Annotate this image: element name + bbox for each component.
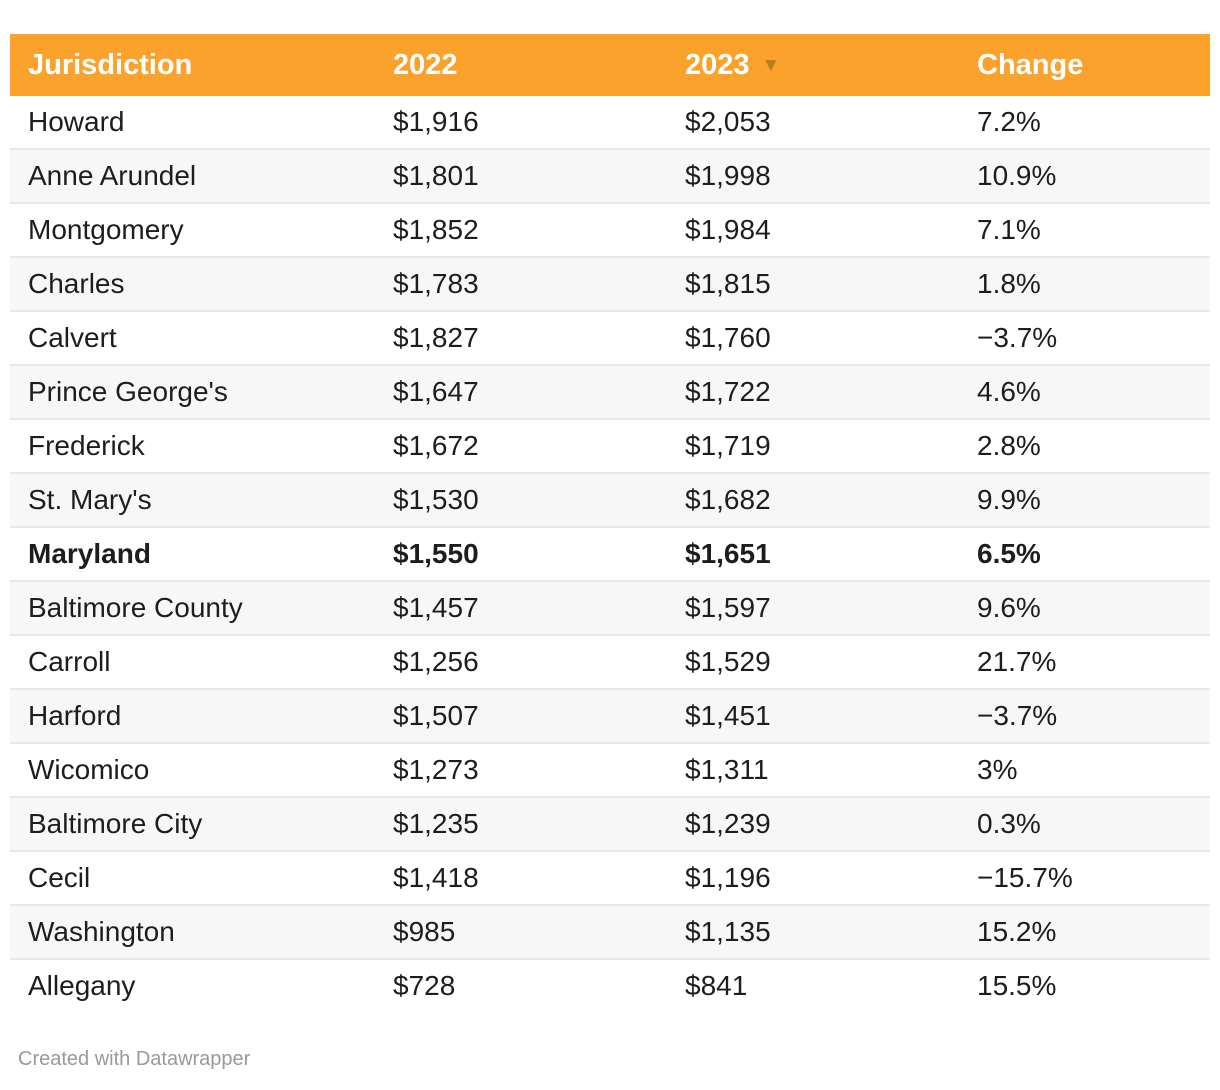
cell-jurisdiction: Howard bbox=[10, 96, 375, 149]
table-row bbox=[10, 473, 1210, 527]
cell-change: −3.7% bbox=[959, 689, 1210, 743]
column-label: 2023 bbox=[685, 48, 750, 81]
cell-change: 2.8% bbox=[959, 419, 1210, 473]
column-label: Change bbox=[977, 48, 1084, 81]
cell-2023: $1,984 bbox=[667, 203, 959, 257]
cell-change: 15.2% bbox=[959, 905, 1210, 959]
table-row bbox=[10, 311, 1210, 365]
cell-2022: $1,235 bbox=[375, 797, 667, 851]
attribution-text: Created with Datawrapper bbox=[18, 1048, 251, 1070]
cell-2022: $1,916 bbox=[375, 96, 667, 149]
cell-2023: $1,135 bbox=[667, 905, 959, 959]
cell-2023: $1,451 bbox=[667, 689, 959, 743]
data-table bbox=[10, 34, 1210, 1012]
table-row bbox=[10, 203, 1210, 257]
cell-jurisdiction: Carroll bbox=[10, 635, 375, 689]
cell-change: 9.6% bbox=[959, 581, 1210, 635]
cell-2023: $1,311 bbox=[667, 743, 959, 797]
cell-2023: $1,719 bbox=[667, 419, 959, 473]
cell-2022: $1,783 bbox=[375, 257, 667, 311]
table-row bbox=[10, 851, 1210, 905]
table-row bbox=[10, 257, 1210, 311]
table-header bbox=[10, 34, 1210, 96]
cell-2022: $1,418 bbox=[375, 851, 667, 905]
table-row bbox=[10, 689, 1210, 743]
column-header-2023[interactable] bbox=[667, 34, 959, 96]
table-row bbox=[10, 743, 1210, 797]
cell-2022: $1,457 bbox=[375, 581, 667, 635]
table-row bbox=[10, 365, 1210, 419]
cell-jurisdiction: Baltimore City bbox=[10, 797, 375, 851]
cell-2022: $1,672 bbox=[375, 419, 667, 473]
column-header-change[interactable] bbox=[959, 34, 1210, 96]
column-label: 2022 bbox=[393, 48, 458, 81]
cell-2023: $1,239 bbox=[667, 797, 959, 851]
cell-jurisdiction: Prince George's bbox=[10, 365, 375, 419]
cell-jurisdiction: Baltimore County bbox=[10, 581, 375, 635]
cell-change: −15.7% bbox=[959, 851, 1210, 905]
cell-jurisdiction: Harford bbox=[10, 689, 375, 743]
cell-jurisdiction: Calvert bbox=[10, 311, 375, 365]
column-header-2022[interactable] bbox=[375, 34, 667, 96]
cell-change: 9.9% bbox=[959, 473, 1210, 527]
cell-jurisdiction: Charles bbox=[10, 257, 375, 311]
table-row bbox=[10, 797, 1210, 851]
cell-jurisdiction: Montgomery bbox=[10, 203, 375, 257]
cell-change: 7.2% bbox=[959, 96, 1210, 149]
cell-2023: $1,529 bbox=[667, 635, 959, 689]
cell-2023: $1,815 bbox=[667, 257, 959, 311]
cell-change: 0.3% bbox=[959, 797, 1210, 851]
cell-change: 1.8% bbox=[959, 257, 1210, 311]
sort-descending-icon: ▼ bbox=[761, 54, 781, 76]
table-row bbox=[10, 635, 1210, 689]
cell-change: 21.7% bbox=[959, 635, 1210, 689]
cell-2022: $1,507 bbox=[375, 689, 667, 743]
cell-jurisdiction: Frederick bbox=[10, 419, 375, 473]
cell-2023: $1,597 bbox=[667, 581, 959, 635]
cell-2022: $1,647 bbox=[375, 365, 667, 419]
cell-2022: $1,256 bbox=[375, 635, 667, 689]
cell-jurisdiction: Washington bbox=[10, 905, 375, 959]
cell-2023: $2,053 bbox=[667, 96, 959, 149]
cell-change: 3% bbox=[959, 743, 1210, 797]
table-row bbox=[10, 959, 1210, 1012]
cell-2023: $1,196 bbox=[667, 851, 959, 905]
cell-change: 4.6% bbox=[959, 365, 1210, 419]
cell-2022: $1,852 bbox=[375, 203, 667, 257]
cell-jurisdiction: Cecil bbox=[10, 851, 375, 905]
cell-2023: $1,722 bbox=[667, 365, 959, 419]
table-row bbox=[10, 581, 1210, 635]
table-row bbox=[10, 905, 1210, 959]
cell-2022: $1,827 bbox=[375, 311, 667, 365]
column-label: Jurisdiction bbox=[28, 48, 193, 81]
header-row bbox=[10, 34, 1210, 96]
cell-change: 15.5% bbox=[959, 959, 1210, 1012]
cell-2023: $1,651 bbox=[667, 527, 959, 581]
cell-2022: $1,530 bbox=[375, 473, 667, 527]
cell-2022: $728 bbox=[375, 959, 667, 1012]
table-body bbox=[10, 96, 1210, 1012]
cell-2023: $1,998 bbox=[667, 149, 959, 203]
table-row bbox=[10, 419, 1210, 473]
cell-change: −3.7% bbox=[959, 311, 1210, 365]
cell-change: 6.5% bbox=[959, 527, 1210, 581]
cell-2023: $1,682 bbox=[667, 473, 959, 527]
cell-2022: $1,550 bbox=[375, 527, 667, 581]
table-row bbox=[10, 96, 1210, 149]
table-row-maryland-total bbox=[10, 527, 1210, 581]
cell-2023: $841 bbox=[667, 959, 959, 1012]
cell-2022: $985 bbox=[375, 905, 667, 959]
cell-jurisdiction: Wicomico bbox=[10, 743, 375, 797]
cell-jurisdiction: St. Mary's bbox=[10, 473, 375, 527]
cell-jurisdiction: Maryland bbox=[10, 527, 375, 581]
cell-change: 10.9% bbox=[959, 149, 1210, 203]
cell-2022: $1,273 bbox=[375, 743, 667, 797]
cell-jurisdiction: Anne Arundel bbox=[10, 149, 375, 203]
column-header-jurisdiction[interactable] bbox=[10, 34, 375, 96]
cell-2022: $1,801 bbox=[375, 149, 667, 203]
cell-change: 7.1% bbox=[959, 203, 1210, 257]
table-row bbox=[10, 149, 1210, 203]
cell-2023: $1,760 bbox=[667, 311, 959, 365]
cell-jurisdiction: Allegany bbox=[10, 959, 375, 1012]
